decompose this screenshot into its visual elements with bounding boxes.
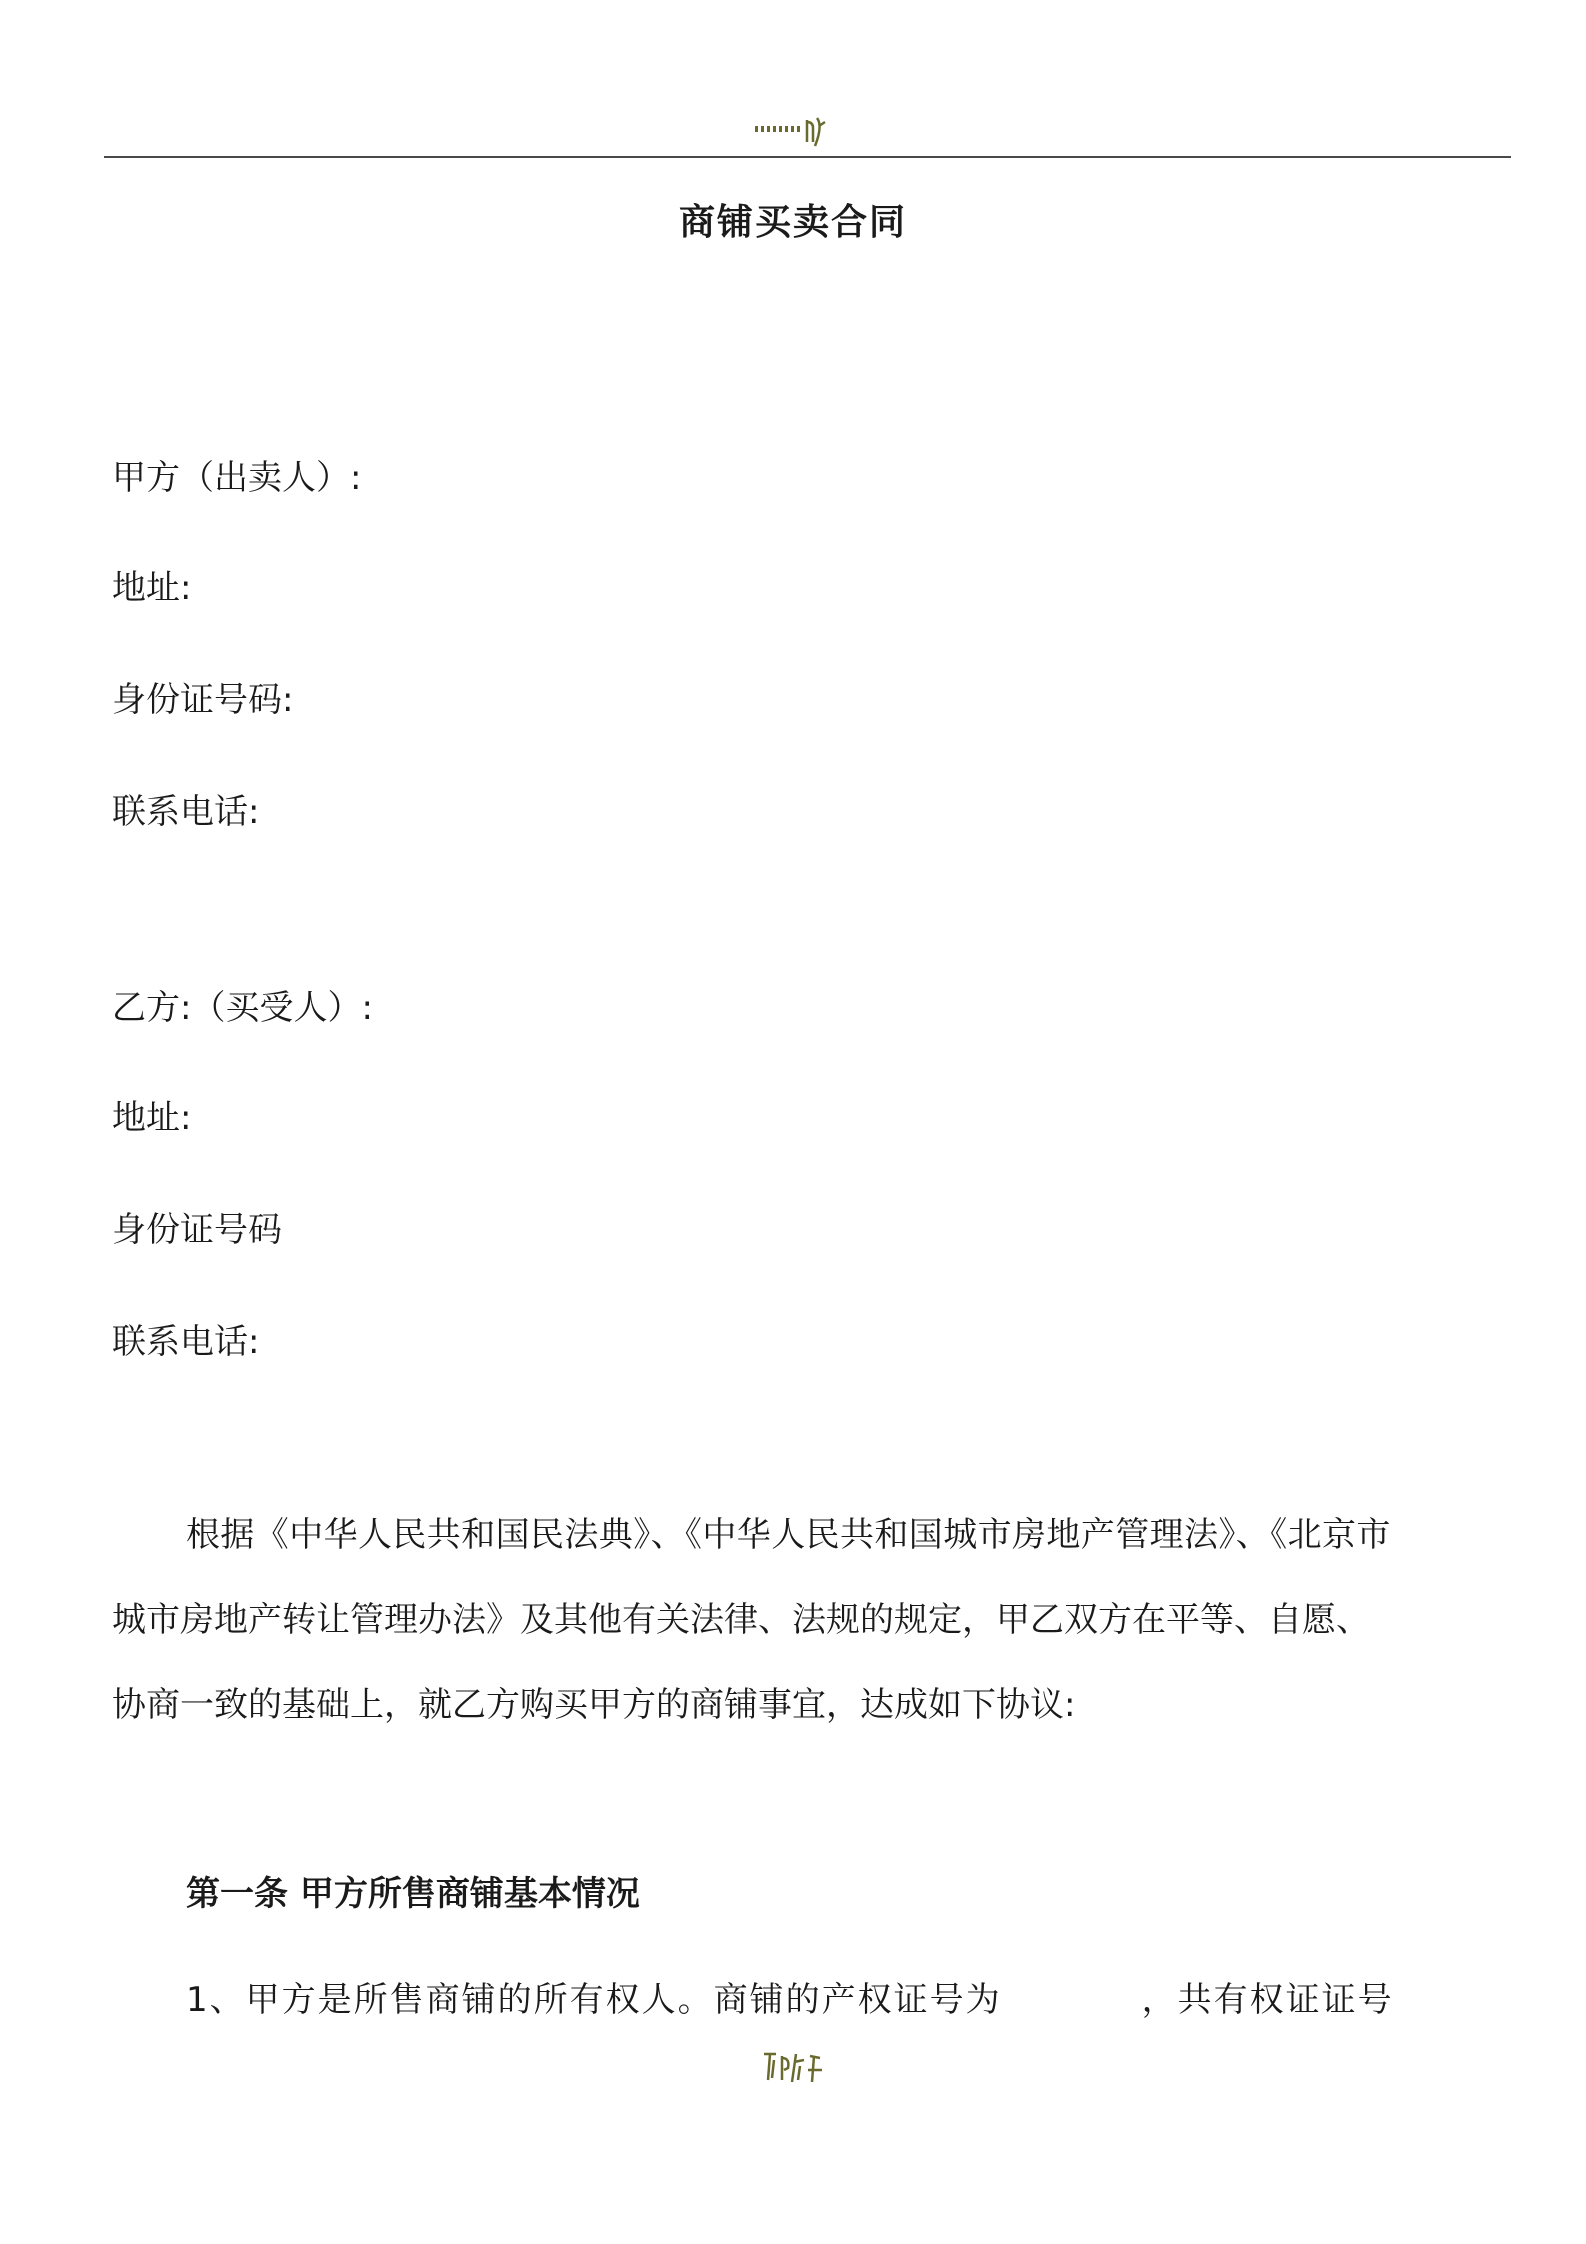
- clause-1-text-continued: ，共有权证证号: [1141, 1980, 1394, 2020]
- preamble-line: 城市房地产转让管理办法》及其他有关法律、法规的规定，甲乙双方在平等、自愿、: [112, 1600, 1370, 1640]
- preamble-line: 根据《中华人民共和国民法典》、《中华人民共和国城市房地产管理法》、《北京市: [186, 1515, 1391, 1555]
- header-decoration: [0, 112, 1586, 156]
- party-b-label: 乙方:（买受人）:: [112, 988, 373, 1028]
- header-ornament-icon: [753, 112, 833, 152]
- party-a-label: 甲方（出卖人）:: [112, 458, 362, 498]
- clause-1-text: 1、甲方是所售商铺的所有权人。商铺的产权证号为: [186, 1980, 1002, 2020]
- footer-ornament-icon: [758, 2048, 828, 2088]
- party-b-phone: 联系电话:: [112, 1322, 260, 1362]
- preamble-paragraph: [112, 1493, 1512, 1748]
- party-a-id-number: 身份证号码:: [112, 680, 294, 720]
- article-1-heading: 第一条 甲方所售商铺基本情况: [186, 1874, 640, 1914]
- party-a-phone: 联系电话:: [112, 792, 260, 832]
- article-1-clause-1: [186, 1972, 1511, 2021]
- party-b-address: 地址:: [112, 1098, 192, 1138]
- preamble-line: 协商一致的基础上，就乙方购买甲方的商铺事宜，达成如下协议:: [112, 1685, 1076, 1725]
- party-b-id-number: 身份证号码: [112, 1210, 282, 1250]
- page-title: 商铺买卖合同: [678, 202, 907, 243]
- party-a-address: 地址:: [112, 568, 192, 608]
- footer-decoration: [0, 2048, 1586, 2092]
- header-rule: [104, 156, 1511, 158]
